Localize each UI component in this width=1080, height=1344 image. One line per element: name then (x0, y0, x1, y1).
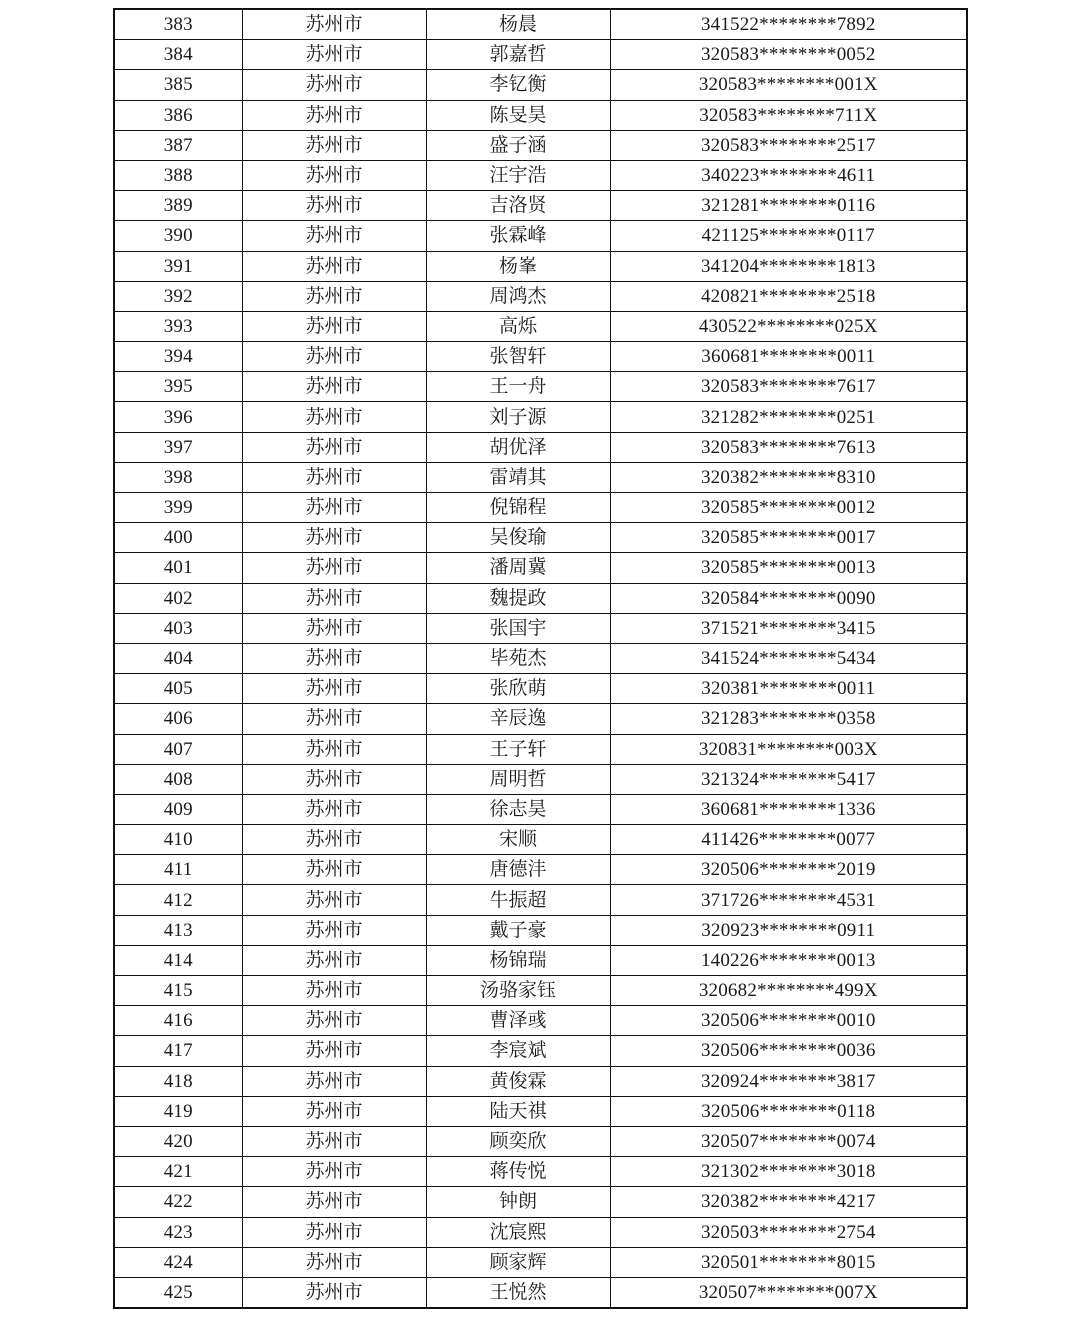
row-number-cell: 412 (114, 885, 242, 915)
id-number-cell: 321324********5417 (610, 764, 967, 794)
id-number-cell: 320501********8015 (610, 1247, 967, 1277)
name-cell: 魏提政 (426, 583, 610, 613)
row-number-cell: 403 (114, 613, 242, 643)
name-cell: 王一舟 (426, 372, 610, 402)
city-cell: 苏州市 (242, 493, 426, 523)
name-cell: 周鸿杰 (426, 281, 610, 311)
name-cell: 高烁 (426, 311, 610, 341)
name-cell: 辛辰逸 (426, 704, 610, 734)
row-number-cell: 384 (114, 40, 242, 70)
row-number-cell: 400 (114, 523, 242, 553)
id-number-cell: 360681********1336 (610, 794, 967, 824)
name-cell: 张智轩 (426, 342, 610, 372)
row-number-cell: 407 (114, 734, 242, 764)
table-row (114, 251, 967, 281)
table-row (114, 1126, 967, 1156)
id-number-cell: 320583********7613 (610, 432, 967, 462)
table-row (114, 281, 967, 311)
city-cell: 苏州市 (242, 855, 426, 885)
table-row (114, 1187, 967, 1217)
city-cell: 苏州市 (242, 643, 426, 673)
name-cell: 毕苑杰 (426, 643, 610, 673)
name-cell: 张霖峰 (426, 221, 610, 251)
city-cell: 苏州市 (242, 130, 426, 160)
table-row (114, 1096, 967, 1126)
city-cell: 苏州市 (242, 281, 426, 311)
name-cell: 周明哲 (426, 764, 610, 794)
id-number-cell: 321302********3018 (610, 1157, 967, 1187)
row-number-cell: 422 (114, 1187, 242, 1217)
name-cell: 杨锦瑞 (426, 945, 610, 975)
name-cell: 汤骆家钰 (426, 976, 610, 1006)
table-row (114, 794, 967, 824)
table-row (114, 160, 967, 190)
row-number-cell: 409 (114, 794, 242, 824)
id-number-cell: 321281********0116 (610, 191, 967, 221)
city-cell: 苏州市 (242, 251, 426, 281)
id-number-cell: 320382********4217 (610, 1187, 967, 1217)
id-number-cell: 320831********003X (610, 734, 967, 764)
table-row (114, 764, 967, 794)
id-number-cell: 320506********0036 (610, 1036, 967, 1066)
name-cell: 陆天祺 (426, 1096, 610, 1126)
city-cell: 苏州市 (242, 462, 426, 492)
name-cell: 吴俊瑜 (426, 523, 610, 553)
row-number-cell: 415 (114, 976, 242, 1006)
name-cell: 陈旻昊 (426, 100, 610, 130)
id-number-cell: 320923********0911 (610, 915, 967, 945)
id-number-cell: 320584********0090 (610, 583, 967, 613)
name-cell: 顾奕欣 (426, 1126, 610, 1156)
city-cell: 苏州市 (242, 221, 426, 251)
table-row (114, 523, 967, 553)
row-number-cell: 395 (114, 372, 242, 402)
row-number-cell: 425 (114, 1277, 242, 1308)
city-cell: 苏州市 (242, 583, 426, 613)
row-number-cell: 386 (114, 100, 242, 130)
name-cell: 汪宇浩 (426, 160, 610, 190)
row-number-cell: 410 (114, 825, 242, 855)
id-number-cell: 320924********3817 (610, 1066, 967, 1096)
name-cell: 曹泽彧 (426, 1006, 610, 1036)
table-row (114, 221, 967, 251)
roster-table-body (114, 9, 967, 1308)
table-row (114, 1006, 967, 1036)
table-row (114, 493, 967, 523)
roster-table (113, 8, 968, 1309)
table-row (114, 462, 967, 492)
table-row (114, 583, 967, 613)
name-cell: 张欣萌 (426, 674, 610, 704)
id-number-cell: 320382********8310 (610, 462, 967, 492)
table-row (114, 1157, 967, 1187)
name-cell: 盛子涵 (426, 130, 610, 160)
id-number-cell: 341524********5434 (610, 643, 967, 673)
name-cell: 吉洛贤 (426, 191, 610, 221)
city-cell: 苏州市 (242, 613, 426, 643)
id-number-cell: 421125********0117 (610, 221, 967, 251)
name-cell: 黄俊霖 (426, 1066, 610, 1096)
id-number-cell: 360681********0011 (610, 342, 967, 372)
city-cell: 苏州市 (242, 1217, 426, 1247)
name-cell: 蒋传悦 (426, 1157, 610, 1187)
table-row (114, 40, 967, 70)
city-cell: 苏州市 (242, 553, 426, 583)
table-row (114, 976, 967, 1006)
id-number-cell: 371726********4531 (610, 885, 967, 915)
id-number-cell: 320585********0017 (610, 523, 967, 553)
city-cell: 苏州市 (242, 1126, 426, 1156)
id-number-cell: 320585********0012 (610, 493, 967, 523)
row-number-cell: 385 (114, 70, 242, 100)
table-row (114, 100, 967, 130)
city-cell: 苏州市 (242, 885, 426, 915)
row-number-cell: 387 (114, 130, 242, 160)
row-number-cell: 414 (114, 945, 242, 975)
row-number-cell: 416 (114, 1006, 242, 1036)
row-number-cell: 420 (114, 1126, 242, 1156)
table-row (114, 945, 967, 975)
table-row (114, 432, 967, 462)
name-cell: 钟朗 (426, 1187, 610, 1217)
city-cell: 苏州市 (242, 311, 426, 341)
city-cell: 苏州市 (242, 1036, 426, 1066)
row-number-cell: 383 (114, 9, 242, 40)
row-number-cell: 391 (114, 251, 242, 281)
city-cell: 苏州市 (242, 1006, 426, 1036)
id-number-cell: 320583********0052 (610, 40, 967, 70)
table-row (114, 1036, 967, 1066)
city-cell: 苏州市 (242, 100, 426, 130)
id-number-cell: 320506********0010 (610, 1006, 967, 1036)
name-cell: 牛振超 (426, 885, 610, 915)
id-number-cell: 340223********4611 (610, 160, 967, 190)
row-number-cell: 408 (114, 764, 242, 794)
table-row (114, 191, 967, 221)
table-row (114, 1217, 967, 1247)
id-number-cell: 320583********001X (610, 70, 967, 100)
id-number-cell: 320381********0011 (610, 674, 967, 704)
table-row (114, 553, 967, 583)
city-cell: 苏州市 (242, 1277, 426, 1308)
id-number-cell: 321282********0251 (610, 402, 967, 432)
city-cell: 苏州市 (242, 1066, 426, 1096)
table-row (114, 825, 967, 855)
city-cell: 苏州市 (242, 70, 426, 100)
name-cell: 刘子源 (426, 402, 610, 432)
row-number-cell: 405 (114, 674, 242, 704)
id-number-cell: 320506********2019 (610, 855, 967, 885)
table-row (114, 704, 967, 734)
name-cell: 戴子豪 (426, 915, 610, 945)
name-cell: 李宸斌 (426, 1036, 610, 1066)
row-number-cell: 396 (114, 402, 242, 432)
city-cell: 苏州市 (242, 1247, 426, 1277)
id-number-cell: 371521********3415 (610, 613, 967, 643)
name-cell: 杨峯 (426, 251, 610, 281)
id-number-cell: 320585********0013 (610, 553, 967, 583)
row-number-cell: 394 (114, 342, 242, 372)
city-cell: 苏州市 (242, 915, 426, 945)
row-number-cell: 401 (114, 553, 242, 583)
name-cell: 雷靖其 (426, 462, 610, 492)
row-number-cell: 392 (114, 281, 242, 311)
row-number-cell: 388 (114, 160, 242, 190)
name-cell: 顾家辉 (426, 1247, 610, 1277)
city-cell: 苏州市 (242, 976, 426, 1006)
row-number-cell: 390 (114, 221, 242, 251)
row-number-cell: 397 (114, 432, 242, 462)
city-cell: 苏州市 (242, 342, 426, 372)
id-number-cell: 320583********711X (610, 100, 967, 130)
city-cell: 苏州市 (242, 432, 426, 462)
row-number-cell: 424 (114, 1247, 242, 1277)
id-number-cell: 430522********025X (610, 311, 967, 341)
city-cell: 苏州市 (242, 191, 426, 221)
name-cell: 徐志昊 (426, 794, 610, 824)
row-number-cell: 423 (114, 1217, 242, 1247)
name-cell: 王子轩 (426, 734, 610, 764)
table-row (114, 9, 967, 40)
table-row (114, 1066, 967, 1096)
row-number-cell: 411 (114, 855, 242, 885)
id-number-cell: 320583********2517 (610, 130, 967, 160)
city-cell: 苏州市 (242, 704, 426, 734)
row-number-cell: 389 (114, 191, 242, 221)
table-row (114, 915, 967, 945)
city-cell: 苏州市 (242, 372, 426, 402)
id-number-cell: 411426********0077 (610, 825, 967, 855)
table-row (114, 1247, 967, 1277)
table-row (114, 311, 967, 341)
name-cell: 杨晨 (426, 9, 610, 40)
id-number-cell: 320503********2754 (610, 1217, 967, 1247)
table-row (114, 885, 967, 915)
city-cell: 苏州市 (242, 825, 426, 855)
name-cell: 李钇衡 (426, 70, 610, 100)
city-cell: 苏州市 (242, 160, 426, 190)
row-number-cell: 399 (114, 493, 242, 523)
table-row (114, 130, 967, 160)
name-cell: 倪锦程 (426, 493, 610, 523)
row-number-cell: 413 (114, 915, 242, 945)
city-cell: 苏州市 (242, 945, 426, 975)
row-number-cell: 398 (114, 462, 242, 492)
row-number-cell: 418 (114, 1066, 242, 1096)
name-cell: 唐德沣 (426, 855, 610, 885)
name-cell: 宋顺 (426, 825, 610, 855)
city-cell: 苏州市 (242, 1187, 426, 1217)
id-number-cell: 341522********7892 (610, 9, 967, 40)
city-cell: 苏州市 (242, 1096, 426, 1126)
city-cell: 苏州市 (242, 523, 426, 553)
id-number-cell: 140226********0013 (610, 945, 967, 975)
row-number-cell: 406 (114, 704, 242, 734)
table-row (114, 643, 967, 673)
name-cell: 郭嘉哲 (426, 40, 610, 70)
row-number-cell: 402 (114, 583, 242, 613)
table-row (114, 674, 967, 704)
id-number-cell: 341204********1813 (610, 251, 967, 281)
roster-table-container (113, 8, 966, 1309)
id-number-cell: 420821********2518 (610, 281, 967, 311)
table-row (114, 734, 967, 764)
table-row (114, 70, 967, 100)
id-number-cell: 320682********499X (610, 976, 967, 1006)
row-number-cell: 419 (114, 1096, 242, 1126)
id-number-cell: 320507********007X (610, 1277, 967, 1308)
city-cell: 苏州市 (242, 9, 426, 40)
table-row (114, 613, 967, 643)
table-row (114, 372, 967, 402)
city-cell: 苏州市 (242, 402, 426, 432)
id-number-cell: 320583********7617 (610, 372, 967, 402)
name-cell: 王悦然 (426, 1277, 610, 1308)
table-row (114, 342, 967, 372)
city-cell: 苏州市 (242, 674, 426, 704)
id-number-cell: 320507********0074 (610, 1126, 967, 1156)
city-cell: 苏州市 (242, 794, 426, 824)
city-cell: 苏州市 (242, 1157, 426, 1187)
city-cell: 苏州市 (242, 734, 426, 764)
name-cell: 胡优泽 (426, 432, 610, 462)
id-number-cell: 321283********0358 (610, 704, 967, 734)
table-row (114, 402, 967, 432)
row-number-cell: 393 (114, 311, 242, 341)
city-cell: 苏州市 (242, 764, 426, 794)
row-number-cell: 417 (114, 1036, 242, 1066)
name-cell: 沈宸熙 (426, 1217, 610, 1247)
city-cell: 苏州市 (242, 40, 426, 70)
row-number-cell: 421 (114, 1157, 242, 1187)
table-row (114, 1277, 967, 1308)
name-cell: 张国宇 (426, 613, 610, 643)
name-cell: 潘周冀 (426, 553, 610, 583)
id-number-cell: 320506********0118 (610, 1096, 967, 1126)
row-number-cell: 404 (114, 643, 242, 673)
table-row (114, 855, 967, 885)
